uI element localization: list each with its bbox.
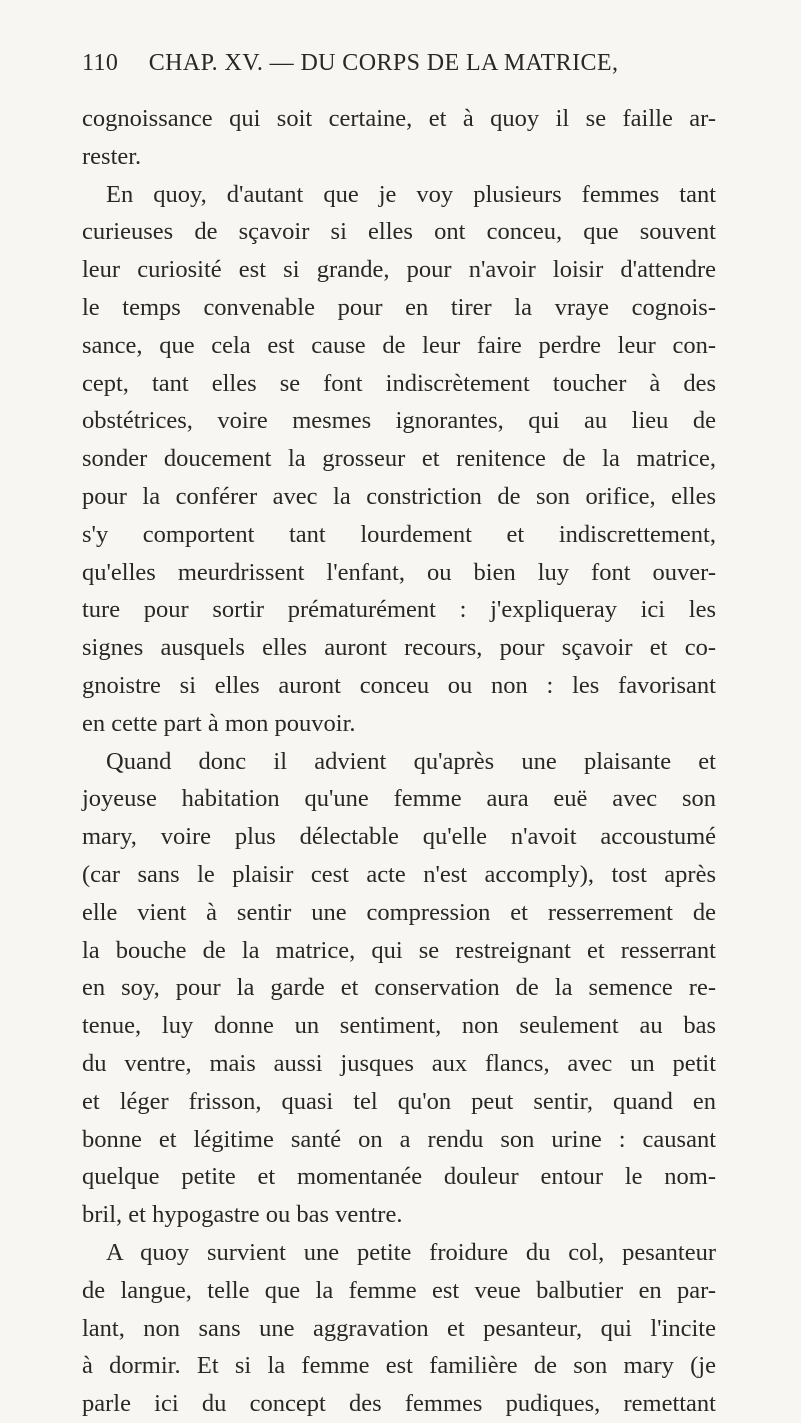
text-line: sance, que cela est cause de leur faire perdre leur con- (82, 331, 716, 359)
text-line: Quand donc il advient qu'après une plaisante et (106, 747, 716, 775)
text-line: de langue, telle que la femme est veue balbutier en par- (82, 1276, 716, 1304)
text-line: rester. (82, 142, 142, 170)
text-line: qu'elles meurdrissent l'enfant, ou bien luy font ouver- (82, 558, 716, 586)
text-line: A quoy survient une petite froidure du col, pesanteur (106, 1238, 716, 1266)
text-line: joyeuse habitation qu'une femme aura euë avec son (82, 785, 716, 813)
text-line: signes ausquels elles auront recours, pour sçavoir et co- (82, 634, 716, 662)
text-line: gnoistre si elles auront conceu ou non : les favorisant (82, 671, 716, 699)
text-line: parle ici du concept des femmes pudiques, remettant (82, 1390, 716, 1418)
page-number: 110 (82, 50, 119, 76)
text-line: cept, tant elles se font indiscrètement toucher à des (82, 369, 716, 397)
text-line: en cette part à mon pouvoir. (82, 709, 356, 737)
running-head (82, 50, 742, 82)
text-line: tenue, luy donne un sentiment, non seulement au bas (82, 1012, 716, 1040)
text-line: bril, et hypogastre ou bas ventre. (82, 1201, 403, 1229)
text-line: sonder doucement la grosseur et renitence de la matrice, (82, 445, 716, 473)
text-line: (car sans le plaisir cest acte n'est accomply), tost après (82, 860, 716, 888)
text-line: en soy, pour la garde et conservation de la semence re- (82, 974, 716, 1002)
text-line: s'y comportent tant lourdement et indiscrettement, (82, 520, 716, 548)
text-line: et léger frisson, quasi tel qu'on peut sentir, quand en (82, 1087, 716, 1115)
text-line: le temps convenable pour en tirer la vraye cognois- (82, 293, 716, 321)
text-line: la bouche de la matrice, qui se restreignant et resserrant (82, 936, 716, 964)
body-text (82, 100, 716, 1423)
text-line: leur curiosité est si grande, pour n'avoir loisir d'attendre (82, 256, 716, 284)
text-line: curieuses de sçavoir si elles ont conceu, que souvent (82, 218, 716, 246)
text-line: du ventre, mais aussi jusques aux flancs, avec un petit (82, 1049, 716, 1077)
text-line: elle vient à sentir une compression et resserrement de (82, 898, 716, 926)
text-line: pour la conférer avec la constriction de son orifice, elles (82, 482, 716, 510)
text-line: lant, non sans une aggravation et pesanteur, qui l'incite (82, 1314, 716, 1342)
text-line: mary, voire plus délectable qu'elle n'avoit accoustumé (82, 823, 716, 851)
text-line: obstétrices, voire mesmes ignorantes, qui au lieu de (82, 407, 716, 435)
text-line: En quoy, d'autant que je voy plusieurs femmes tant (106, 180, 716, 208)
text-line: cognoissance qui soit certaine, et à quoy il se faille ar- (82, 105, 716, 132)
text-line: quelque petite et momentanée douleur entour le nom- (82, 1163, 716, 1191)
text-line: à dormir. Et si la femme est familière de son mary (je (82, 1352, 716, 1380)
text-line: ture pour sortir prématurément : j'expliqueray ici les (82, 596, 716, 624)
chapter-heading: CHAP. XV. — DU CORPS DE LA MATRICE, (148, 50, 619, 76)
text-line: bonne et légitime santé on a rendu son urine : causant (82, 1125, 716, 1153)
